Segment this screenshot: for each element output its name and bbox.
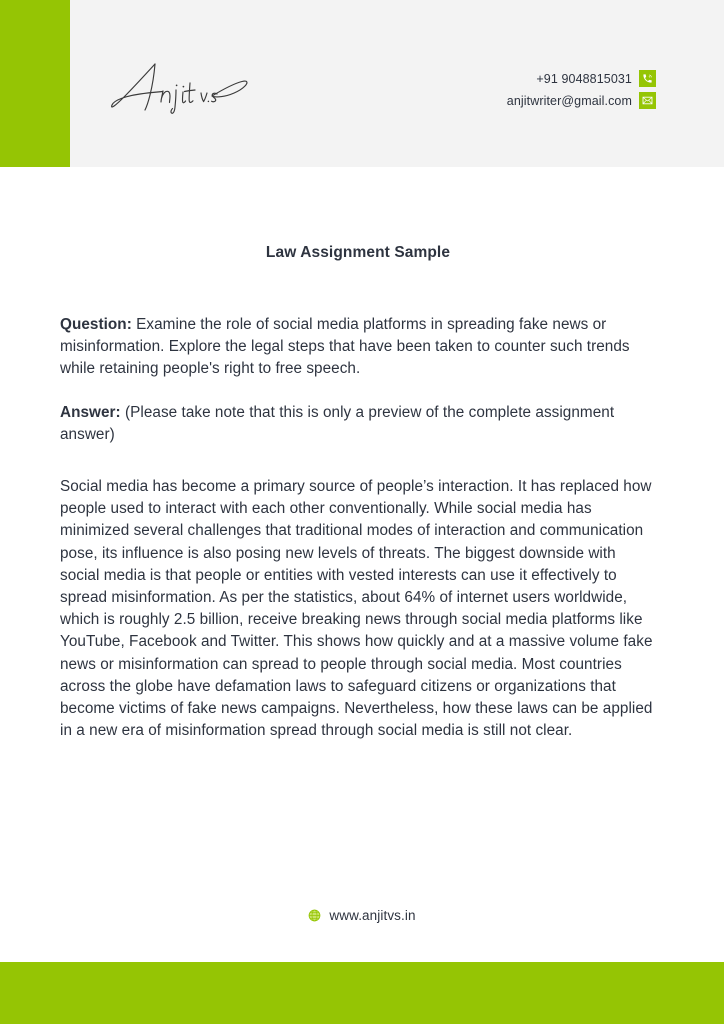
globe-icon bbox=[308, 909, 321, 922]
contact-info-block bbox=[507, 70, 656, 109]
header-green-accent-block bbox=[0, 0, 70, 167]
answer-label: Answer: bbox=[60, 403, 121, 421]
page-footer bbox=[0, 908, 724, 923]
question-paragraph bbox=[60, 314, 656, 381]
footer-website-url[interactable]: www.anjitvs.in bbox=[329, 908, 416, 923]
footer-green-bar bbox=[0, 962, 724, 1024]
answer-note-text: (Please take note that this is only a preview of the complete assignment answer) bbox=[60, 403, 615, 443]
document-body bbox=[0, 244, 724, 742]
answer-body-paragraph: Social media has become a primary source of people’s interaction. It has replaced how people used to interact with each other conventionally. While social media has minimized several challenges that traditional modes of interaction and communication pose, its influence is also posing new levels of threats. The biggest downside with social media is that people or entities with vested interests can use it effectively to spread misinformation. As per the statistics, about 64% of internet users worldwide, which is roughly 2.5 billion, receive breaking news through social media platforms like YouTube, Facebook and Twitter. This shows how quickly and at a massive volume fake news or misinformation can spread to people through social media. Most countries across the globe have defamation laws to safeguard citizens or organizations that become victims of fake news campaigns. Nevertheless, how these laws can be applied in a new era of misinformation spread through social media is still not clear. bbox=[60, 478, 653, 740]
contact-phone-text: +91 9048815031 bbox=[536, 71, 632, 86]
envelope-icon bbox=[639, 92, 656, 109]
question-text: Examine the role of social media platforms in spreading fake news or misinformation. Explore the legal steps that have been taken to counter such trends while retaining people's right to free speech. bbox=[60, 316, 630, 378]
page-header bbox=[0, 0, 724, 167]
phone-icon bbox=[639, 70, 656, 87]
answer-note-paragraph bbox=[60, 402, 656, 446]
page-title: Law Assignment Sample bbox=[265, 244, 451, 261]
contact-email-row[interactable] bbox=[507, 92, 656, 109]
brand-signature-logo bbox=[100, 52, 250, 122]
contact-phone-row[interactable] bbox=[536, 70, 656, 87]
contact-email-text: anjitwriter@gmail.com bbox=[506, 93, 632, 108]
question-label: Question: bbox=[60, 316, 132, 333]
